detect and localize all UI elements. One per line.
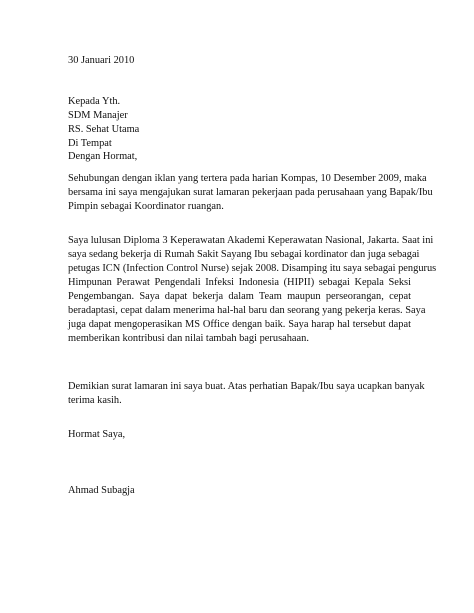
signature xyxy=(68,484,411,498)
letter-date xyxy=(68,54,411,68)
paragraph-line: Saya lulusan Diploma 3 Keperawatan Akademi Keperawatan Nasional, Jakarta. Saat ini xyxy=(68,235,434,246)
recipient-line: Kepada Yth. xyxy=(68,96,121,107)
date-text: 30 Januari 2010 xyxy=(68,55,135,66)
recipient-line: RS. Sehat Utama xyxy=(68,124,140,135)
paragraph-line: saya sedang bekerja di Rumah Sakit Sayang Ibu sebagai kordinator dan juga sebagai xyxy=(68,249,420,260)
paragraph-closing xyxy=(68,380,425,408)
paragraph-line: bersama ini saya mengajukan surat lamaran pekerjaan pada perusahaan yang Bapak/Ibu xyxy=(68,187,433,198)
paragraph-line: Sehubungan dengan iklan yang tertera pada harian Kompas, 10 Desember 2009, maka xyxy=(68,173,427,184)
recipient-address xyxy=(68,95,411,151)
paragraph-line: Pengembangan. Saya dapat bekerja dalam Team maupun perseorangan, cepat xyxy=(68,291,411,302)
signature-name: Ahmad Subagja xyxy=(68,485,135,496)
paragraph-intro xyxy=(68,172,433,214)
paragraph-line: Pimpin sebagai Koordinator ruangan. xyxy=(68,201,224,212)
paragraph-line: terima kasih. xyxy=(68,395,122,406)
recipient-line: Di Tempat xyxy=(68,138,112,149)
paragraph-line: memberikan kontribusi dan nilai tambah bagi perusahaan. xyxy=(68,333,309,344)
salutation-text: Dengan Hormat, xyxy=(68,151,138,162)
closing-text: Hormat Saya, xyxy=(68,429,126,440)
paragraph-line: juga dapat mengoperasikan MS Office dengan baik. Saya harap hal tersebut dapat xyxy=(68,319,411,330)
recipient-line: SDM Manajer xyxy=(68,110,128,121)
paragraph-qualifications xyxy=(68,234,437,346)
closing-regards xyxy=(68,428,411,442)
paragraph-line: Demikian surat lamaran ini saya buat. Atas perhatian Bapak/Ibu saya ucapkan banyak xyxy=(68,381,425,392)
paragraph-line: Himpunan Perawat Pengendali Infeksi Indonesia (HIPII) sebagai Kepala Seksi xyxy=(68,277,411,288)
paragraph-line: petugas ICN (Infection Control Nurse) sejak 2008. Disamping itu saya sebagai pengurus xyxy=(68,263,437,274)
paragraph-line: beradaptasi, cepat dalam menerima hal-hal baru dan seorang yang pekerja keras. Saya xyxy=(68,305,426,316)
salutation xyxy=(68,150,411,164)
